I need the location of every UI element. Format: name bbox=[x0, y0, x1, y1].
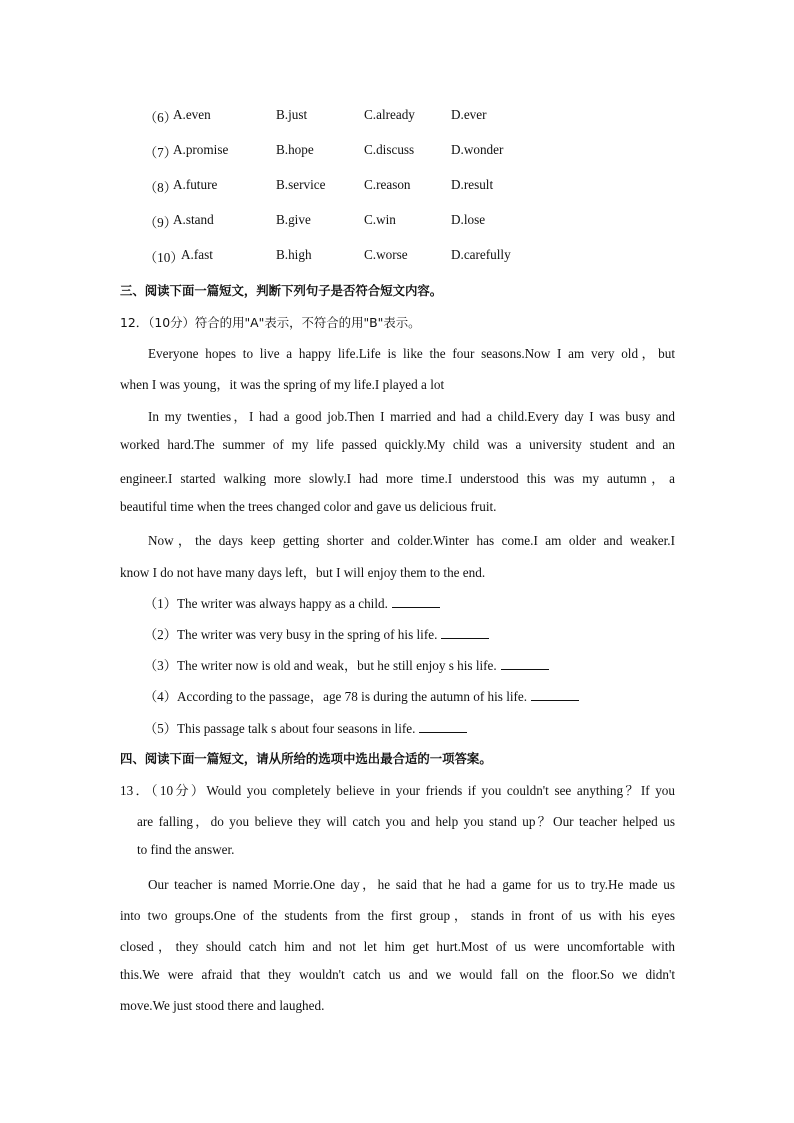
question-text: （2）The writer was very busy in the spring of his life. bbox=[144, 627, 438, 642]
passage-line: beautiful time when the trees changed color and gave us delicious fruit. bbox=[120, 499, 497, 514]
option-b: B.give bbox=[276, 212, 311, 227]
passage-line: into two groups.One of the students from the first group，stands in front of us with his eyes bbox=[120, 908, 675, 923]
option-d: D.wonder bbox=[451, 142, 504, 157]
option-b: B.hope bbox=[276, 142, 314, 157]
passage-line: know I do not have many days left，but I will enjoy them to the end. bbox=[120, 565, 486, 580]
passage-line: move.We just stood there and laughed. bbox=[120, 998, 325, 1013]
option-number: （7） bbox=[144, 145, 177, 160]
passage-line: when I was young，it was the spring of my life.I played a lot bbox=[120, 377, 445, 392]
option-c: C.reason bbox=[364, 177, 411, 192]
option-row-10 bbox=[0, 247, 794, 267]
option-b: B.service bbox=[276, 177, 326, 192]
question-13-intro-line: to find the answer. bbox=[137, 842, 235, 857]
option-b: B.high bbox=[276, 247, 312, 262]
option-c: C.win bbox=[364, 212, 396, 227]
option-a: A.stand bbox=[173, 212, 214, 227]
option-row-7 bbox=[0, 142, 794, 162]
question-text: （3）The writer now is old and weak，but he still enjoy s his life. bbox=[144, 658, 497, 673]
answer-blank[interactable] bbox=[419, 721, 467, 733]
judgment-question-2 bbox=[144, 624, 489, 643]
judgment-question-4 bbox=[144, 686, 579, 705]
option-number: （10） bbox=[144, 250, 184, 265]
question-text: （5）This passage talk s about four seasons in life. bbox=[144, 721, 416, 736]
judgment-question-3 bbox=[144, 655, 549, 674]
option-a: A.fast bbox=[181, 247, 213, 262]
passage-line: Now，the days keep getting shorter and colder.Winter has come.I am older and weaker.I bbox=[148, 533, 675, 548]
passage-line: engineer.I started walking more slowly.I had more time.I understood this was my autumn，a bbox=[120, 471, 675, 486]
answer-blank[interactable] bbox=[441, 627, 489, 639]
option-d: D.result bbox=[451, 177, 494, 192]
option-row-9 bbox=[0, 212, 794, 232]
option-c: C.worse bbox=[364, 247, 408, 262]
option-number: （9） bbox=[144, 215, 177, 230]
option-b: B.just bbox=[276, 107, 308, 122]
option-d: D.carefully bbox=[451, 247, 511, 262]
answer-blank[interactable] bbox=[531, 689, 579, 701]
passage-line: closed，they should catch him and not let him get hurt.Most of us were uncomfortable with bbox=[120, 939, 675, 954]
option-row-8 bbox=[0, 177, 794, 197]
option-c: C.discuss bbox=[364, 142, 415, 157]
section-3-heading: 三、阅读下面一篇短文，判断下列句子是否符合短文内容。 bbox=[120, 283, 443, 298]
question-text: （4）According to the passage，age 78 is during the autumn of his life. bbox=[144, 689, 528, 704]
passage-line: worked hard.The summer of my life passed quickly.My child was a university student and an bbox=[120, 437, 675, 452]
passage-line: Everyone hopes to live a happy life.Life is like the four seasons.Now I am very old，but bbox=[148, 346, 675, 361]
option-d: D.lose bbox=[451, 212, 486, 227]
option-row-6 bbox=[0, 107, 794, 127]
passage-line: this.We were afraid that they wouldn't catch us and we would fall on the floor.So we didn't bbox=[120, 967, 675, 982]
option-a: A.promise bbox=[173, 142, 229, 157]
question-13-intro-line: are falling，do you believe they will catch you and help you stand up？Our teacher helped us bbox=[137, 814, 675, 829]
answer-blank[interactable] bbox=[392, 596, 440, 608]
option-number: （6） bbox=[144, 110, 177, 125]
option-d: D.ever bbox=[451, 107, 487, 122]
option-a: A.future bbox=[173, 177, 218, 192]
option-a: A.even bbox=[173, 107, 211, 122]
judgment-question-1 bbox=[144, 593, 440, 612]
question-text: （1）The writer was always happy as a child. bbox=[144, 596, 388, 611]
passage-line: In my twenties，I had a good job.Then I married and had a child.Every day I was busy and bbox=[148, 409, 675, 424]
option-c: C.already bbox=[364, 107, 415, 122]
answer-blank[interactable] bbox=[501, 658, 549, 670]
question-12-intro: 12．（10分）符合的用"A"表示，不符合的用"B"表示。 bbox=[120, 315, 421, 330]
judgment-question-5 bbox=[144, 718, 467, 737]
question-13-intro-line: 13．（10分）Would you completely believe in your friends if you couldn't see anything？If you bbox=[120, 783, 675, 798]
passage-line: Our teacher is named Morrie.One day，he said that he had a game for us to try.He made us bbox=[148, 877, 675, 892]
section-4-heading: 四、阅读下面一篇短文，请从所给的选项中选出最合适的一项答案。 bbox=[120, 751, 492, 766]
option-number: （8） bbox=[144, 180, 177, 195]
